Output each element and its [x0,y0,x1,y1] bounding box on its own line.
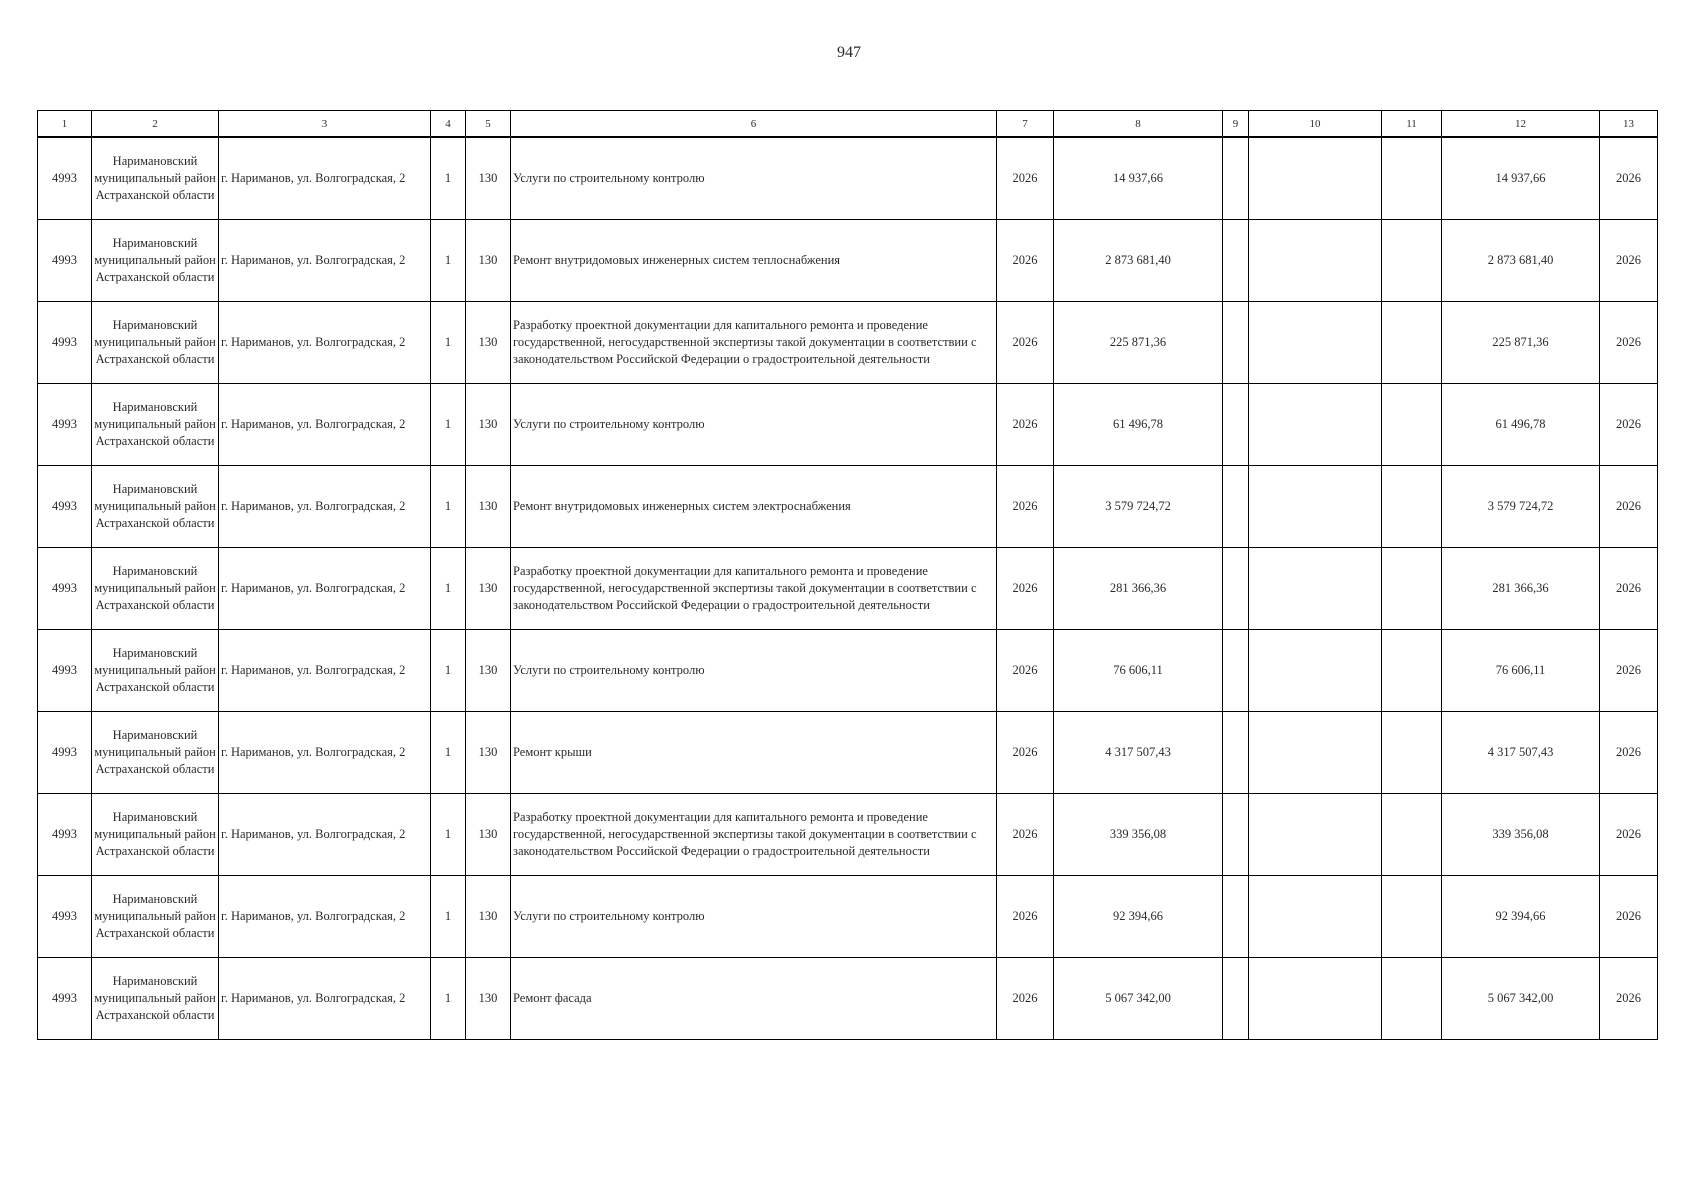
column-header: 4 [431,111,466,138]
register-table [37,110,1658,1040]
cell-amount-total: 4 317 507,43 [1442,711,1600,793]
cell-work-type: Разработку проектной документации для капитального ремонта и проведение государственной, негосударственной экспертизы такой документации в соответствии с законодательством Российской Федерации о градостроительной деятельности [511,793,997,875]
cell-work-type: Услуги по строительному контролю [511,629,997,711]
column-header: 13 [1600,111,1658,138]
column-header: 8 [1054,111,1223,138]
cell-col9 [1223,875,1249,957]
cell-col9 [1223,465,1249,547]
cell-col4: 1 [431,383,466,465]
cell-col4: 1 [431,465,466,547]
cell-col10 [1249,957,1382,1039]
cell-col4: 1 [431,793,466,875]
cell-number: 4993 [38,711,92,793]
table-row [38,957,1658,1039]
cell-work-type: Ремонт внутридомовых инженерных систем электроснабжения [511,465,997,547]
cell-amount-total: 225 871,36 [1442,301,1600,383]
cell-municipality: Наримановский муниципальный район Астраханской области [92,383,219,465]
cell-col11 [1382,793,1442,875]
table-row [38,629,1658,711]
cell-amount: 92 394,66 [1054,875,1223,957]
cell-work-type: Услуги по строительному контролю [511,383,997,465]
cell-amount: 339 356,08 [1054,793,1223,875]
table-body [38,137,1658,1039]
cell-work-type: Ремонт внутридомовых инженерных систем теплоснабжения [511,219,997,301]
cell-col5: 130 [466,219,511,301]
cell-col10 [1249,219,1382,301]
cell-col9 [1223,547,1249,629]
cell-number: 4993 [38,137,92,219]
cell-col9 [1223,711,1249,793]
cell-number: 4993 [38,629,92,711]
cell-col11 [1382,629,1442,711]
cell-amount-total: 281 366,36 [1442,547,1600,629]
cell-col5: 130 [466,383,511,465]
cell-municipality: Наримановский муниципальный район Астраханской области [92,957,219,1039]
cell-col4: 1 [431,629,466,711]
column-header: 10 [1249,111,1382,138]
cell-col5: 130 [466,465,511,547]
cell-col10 [1249,793,1382,875]
cell-address: г. Нариманов, ул. Волгоградская, 2 [219,465,431,547]
cell-municipality: Наримановский муниципальный район Астраханской области [92,219,219,301]
cell-number: 4993 [38,547,92,629]
cell-year: 2026 [997,629,1054,711]
cell-year: 2026 [997,547,1054,629]
cell-amount-total: 339 356,08 [1442,793,1600,875]
cell-address: г. Нариманов, ул. Волгоградская, 2 [219,219,431,301]
cell-year: 2026 [997,219,1054,301]
cell-amount: 3 579 724,72 [1054,465,1223,547]
cell-municipality: Наримановский муниципальный район Астраханской области [92,629,219,711]
cell-amount-total: 5 067 342,00 [1442,957,1600,1039]
cell-amount-total: 92 394,66 [1442,875,1600,957]
column-header: 12 [1442,111,1600,138]
cell-year-end: 2026 [1600,629,1658,711]
cell-year-end: 2026 [1600,793,1658,875]
cell-year-end: 2026 [1600,957,1658,1039]
cell-col4: 1 [431,875,466,957]
cell-address: г. Нариманов, ул. Волгоградская, 2 [219,711,431,793]
cell-col10 [1249,547,1382,629]
cell-year: 2026 [997,301,1054,383]
cell-col5: 130 [466,547,511,629]
cell-col5: 130 [466,711,511,793]
cell-col9 [1223,629,1249,711]
table-row [38,547,1658,629]
cell-year: 2026 [997,465,1054,547]
column-header: 9 [1223,111,1249,138]
cell-col10 [1249,137,1382,219]
cell-col10 [1249,629,1382,711]
cell-col9 [1223,137,1249,219]
cell-col11 [1382,547,1442,629]
cell-amount: 14 937,66 [1054,137,1223,219]
cell-address: г. Нариманов, ул. Волгоградская, 2 [219,793,431,875]
cell-amount: 4 317 507,43 [1054,711,1223,793]
cell-address: г. Нариманов, ул. Волгоградская, 2 [219,137,431,219]
cell-amount: 281 366,36 [1054,547,1223,629]
cell-col4: 1 [431,957,466,1039]
cell-number: 4993 [38,301,92,383]
column-header: 5 [466,111,511,138]
table-row [38,711,1658,793]
cell-municipality: Наримановский муниципальный район Астраханской области [92,711,219,793]
cell-municipality: Наримановский муниципальный район Астраханской области [92,875,219,957]
cell-col11 [1382,711,1442,793]
cell-col5: 130 [466,957,511,1039]
cell-amount: 61 496,78 [1054,383,1223,465]
cell-year: 2026 [997,137,1054,219]
cell-col10 [1249,875,1382,957]
cell-work-type: Разработку проектной документации для капитального ремонта и проведение государственной, негосударственной экспертизы такой документации в соответствии с законодательством Российской Федерации о градостроительной деятельности [511,301,997,383]
table-row [38,793,1658,875]
cell-year-end: 2026 [1600,875,1658,957]
cell-col9 [1223,793,1249,875]
table-row [38,875,1658,957]
cell-col11 [1382,875,1442,957]
column-header: 3 [219,111,431,138]
cell-work-type: Ремонт фасада [511,957,997,1039]
cell-address: г. Нариманов, ул. Волгоградская, 2 [219,875,431,957]
cell-col10 [1249,301,1382,383]
cell-municipality: Наримановский муниципальный район Астраханской области [92,465,219,547]
cell-work-type: Разработку проектной документации для капитального ремонта и проведение государственной, негосударственной экспертизы такой документации в соответствии с законодательством Российской Федерации о градостроительной деятельности [511,547,997,629]
cell-year-end: 2026 [1600,711,1658,793]
column-header: 6 [511,111,997,138]
column-header: 2 [92,111,219,138]
cell-col4: 1 [431,301,466,383]
cell-amount-total: 14 937,66 [1442,137,1600,219]
cell-address: г. Нариманов, ул. Волгоградская, 2 [219,547,431,629]
cell-col11 [1382,301,1442,383]
page-number: 947 [837,44,861,61]
cell-amount-total: 76 606,11 [1442,629,1600,711]
cell-col5: 130 [466,793,511,875]
cell-municipality: Наримановский муниципальный район Астраханской области [92,793,219,875]
cell-col10 [1249,383,1382,465]
cell-col4: 1 [431,711,466,793]
cell-col11 [1382,137,1442,219]
cell-amount-total: 61 496,78 [1442,383,1600,465]
cell-work-type: Услуги по строительному контролю [511,875,997,957]
cell-work-type: Ремонт крыши [511,711,997,793]
column-header: 11 [1382,111,1442,138]
table-row [38,465,1658,547]
cell-col5: 130 [466,629,511,711]
cell-number: 4993 [38,793,92,875]
cell-col5: 130 [466,137,511,219]
cell-number: 4993 [38,875,92,957]
cell-year: 2026 [997,793,1054,875]
cell-municipality: Наримановский муниципальный район Астраханской области [92,137,219,219]
cell-col4: 1 [431,547,466,629]
column-header: 7 [997,111,1054,138]
cell-year-end: 2026 [1600,465,1658,547]
cell-year: 2026 [997,875,1054,957]
cell-amount: 76 606,11 [1054,629,1223,711]
cell-amount-total: 2 873 681,40 [1442,219,1600,301]
table-row [38,301,1658,383]
cell-year-end: 2026 [1600,547,1658,629]
cell-municipality: Наримановский муниципальный район Астраханской области [92,301,219,383]
cell-year: 2026 [997,957,1054,1039]
cell-amount-total: 3 579 724,72 [1442,465,1600,547]
cell-year-end: 2026 [1600,383,1658,465]
cell-col4: 1 [431,137,466,219]
cell-address: г. Нариманов, ул. Волгоградская, 2 [219,629,431,711]
cell-municipality: Наримановский муниципальный район Астраханской области [92,547,219,629]
cell-col11 [1382,219,1442,301]
cell-number: 4993 [38,957,92,1039]
cell-year: 2026 [997,711,1054,793]
cell-number: 4993 [38,219,92,301]
cell-amount: 225 871,36 [1054,301,1223,383]
cell-amount: 5 067 342,00 [1054,957,1223,1039]
cell-col9 [1223,301,1249,383]
cell-number: 4993 [38,465,92,547]
cell-address: г. Нариманов, ул. Волгоградская, 2 [219,383,431,465]
cell-year-end: 2026 [1600,137,1658,219]
cell-work-type: Услуги по строительному контролю [511,137,997,219]
header-row [38,111,1658,138]
cell-col11 [1382,465,1442,547]
cell-col5: 130 [466,875,511,957]
cell-col9 [1223,219,1249,301]
cell-col9 [1223,957,1249,1039]
cell-col11 [1382,957,1442,1039]
cell-address: г. Нариманов, ул. Волгоградская, 2 [219,301,431,383]
cell-number: 4993 [38,383,92,465]
column-header: 1 [38,111,92,138]
cell-address: г. Нариманов, ул. Волгоградская, 2 [219,957,431,1039]
cell-col11 [1382,383,1442,465]
cell-year-end: 2026 [1600,219,1658,301]
cell-col5: 130 [466,301,511,383]
cell-amount: 2 873 681,40 [1054,219,1223,301]
table-row [38,137,1658,219]
table-row [38,383,1658,465]
cell-year: 2026 [997,383,1054,465]
cell-col10 [1249,711,1382,793]
cell-col10 [1249,465,1382,547]
cell-col9 [1223,383,1249,465]
cell-col4: 1 [431,219,466,301]
cell-year-end: 2026 [1600,301,1658,383]
table-row [38,219,1658,301]
